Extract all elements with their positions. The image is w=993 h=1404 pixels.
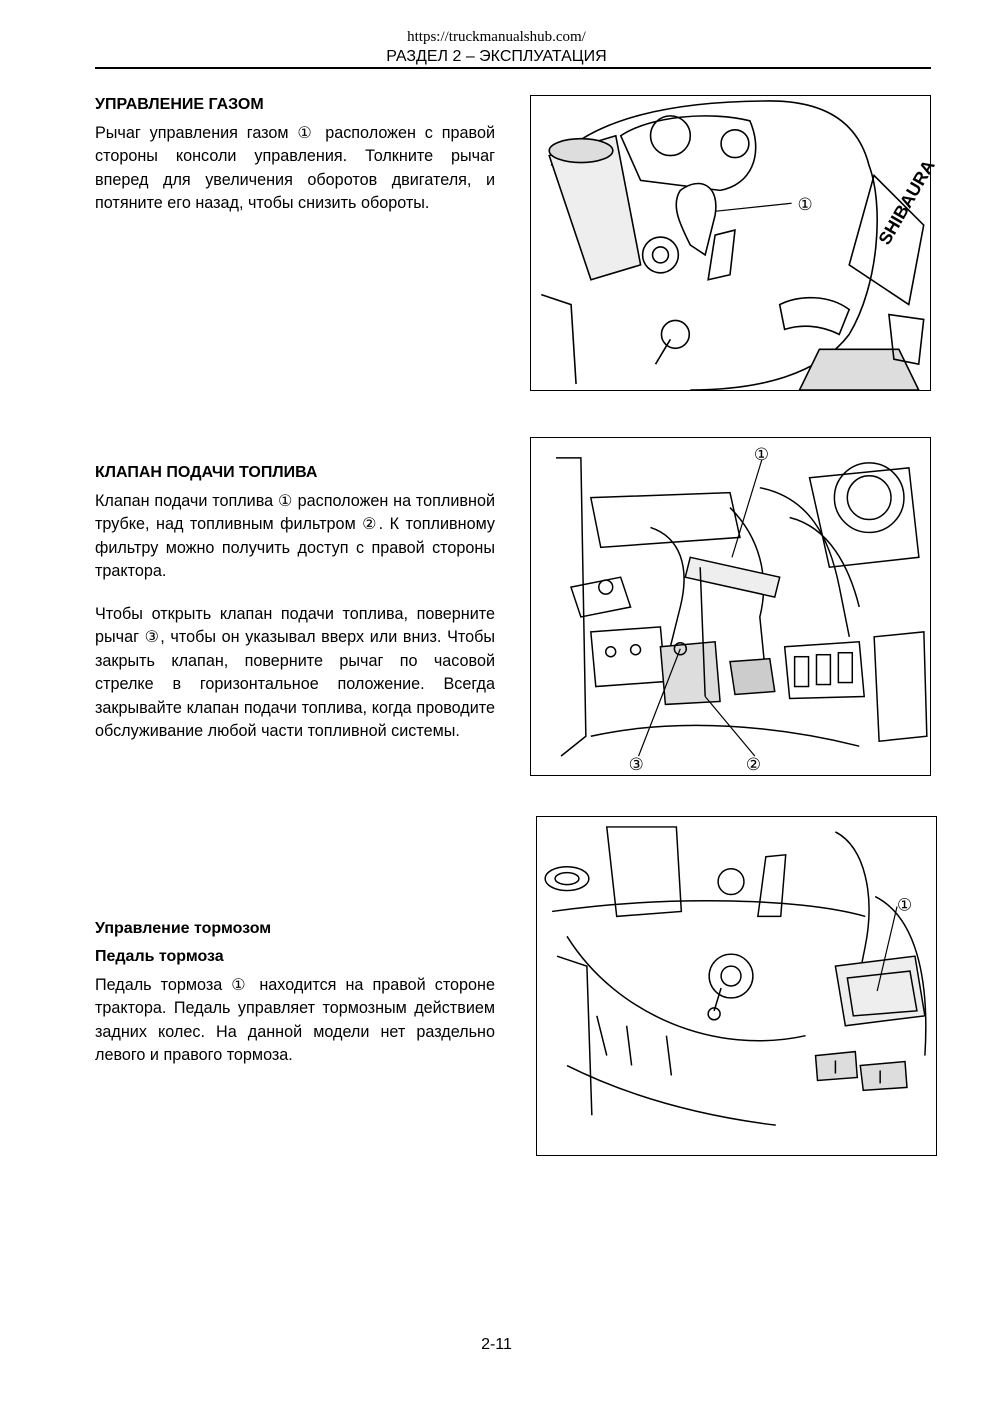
section-header: РАЗДЕЛ 2 – ЭКСПЛУАТАЦИЯ bbox=[386, 48, 607, 65]
fuel-valve-heading: КЛАПАН ПОДАЧИ ТОПЛИВА bbox=[95, 464, 318, 481]
page-number: 2-11 bbox=[481, 1336, 512, 1353]
throttle-illustration bbox=[531, 96, 939, 390]
brake-callout-1: ① bbox=[897, 894, 913, 915]
brake-heading: Управление тормозом bbox=[95, 920, 272, 937]
fuel-valve-callout-1: ① bbox=[753, 443, 770, 464]
fuel-valve-callout-3: ③ bbox=[628, 754, 644, 775]
header-rule bbox=[95, 67, 931, 69]
fuel-valve-paragraph-2: Чтобы открыть клапан подачи топлива, поверните рычаг ③, чтобы он указывал вверх или вниз. Чтобы закрыть клапан, поверните рычаг по часовой стрелке в горизонтальное положение. Всегда закрывайте клапан подачи топлива, когда проводите обслуживание любой части топливной системы. bbox=[95, 605, 495, 741]
fuel-valve-illustration bbox=[531, 438, 930, 775]
brake-illustration bbox=[537, 817, 936, 1155]
brake-figure bbox=[536, 816, 937, 1156]
throttle-figure bbox=[530, 95, 939, 391]
source-url: https://truckmanualshub.com/ bbox=[407, 29, 586, 45]
fuel-valve-figure bbox=[530, 437, 931, 776]
fuel-valve-paragraph-1: Клапан подачи топлива ① расположен на топливной трубке, над топливным фильтром ②. К топливному фильтру можно получить доступ с правой стороны трактора. bbox=[95, 492, 495, 581]
brake-paragraph: Педаль тормоза ① находится на правой стороне трактора. Педаль управляет тормозным действием задних колес. На данной модели нет раздельно левого и правого тормоза. bbox=[95, 976, 495, 1065]
brake-pedal-subheading: Педаль тормоза bbox=[95, 948, 224, 965]
throttle-heading: УПРАВЛЕНИЕ ГАЗОМ bbox=[95, 96, 264, 113]
throttle-brand-label: SHIBAURA bbox=[874, 156, 939, 249]
fuel-valve-callout-2: ② bbox=[745, 754, 762, 775]
throttle-paragraph: Рычаг управления газом ① расположен с правой стороны консоли управления. Толкните рычаг вперед для увеличения оборотов двигателя, и потяните его назад, чтобы снизить обороты. bbox=[95, 124, 495, 213]
throttle-callout-1: ① bbox=[797, 194, 813, 215]
